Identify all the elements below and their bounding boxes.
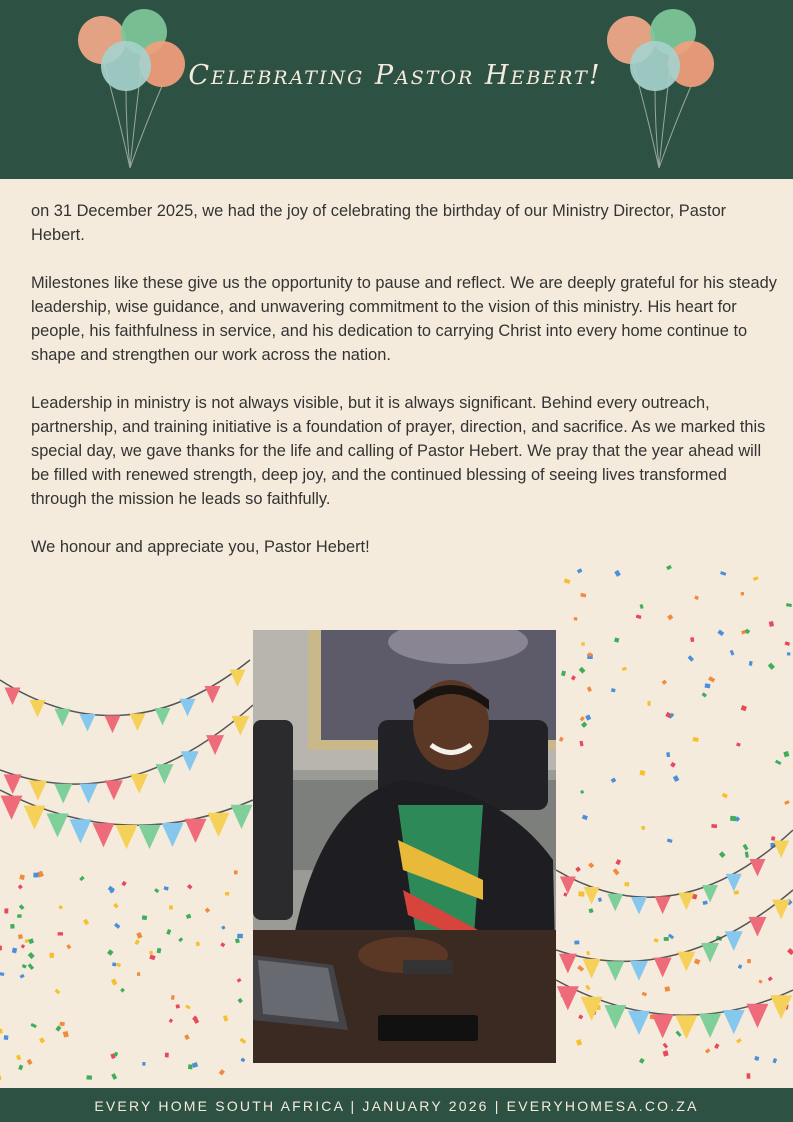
article-body — [31, 199, 781, 583]
paragraph-intro: on 31 December 2025, we had the joy of celebrating the birthday of our Ministry Director, Pastor Hebert. — [31, 202, 727, 244]
balloons-left-icon — [74, 8, 194, 173]
balloons-right-icon — [603, 8, 723, 173]
header-banner — [0, 0, 793, 179]
page-title: Celebrating Pastor Hebert! — [188, 60, 602, 91]
footer-bar — [0, 1085, 793, 1122]
paragraph-leadership: Leadership in ministry is not always visible, but it is always significant. Behind every outreach, partnership, and training initiative is a foundation of prayer, direction, and sacrifice. As we marked this special day, we gave thanks for the life and calling of Pastor Hebert. We pray that the year ahead will be filled with renewed strength, deep joy, and the continued blessing of seeing lives transformed through the mission he leads so faithfully. — [31, 394, 766, 508]
paragraph-closing: We honour and appreciate you, Pastor Hebert! — [31, 538, 370, 556]
bunting-left-decoration — [0, 640, 253, 1080]
bunting-right-decoration — [556, 560, 793, 1080]
pastor-photo — [253, 630, 556, 1063]
paragraph-milestones: Milestones like these give us the opportunity to pause and reflect. We are deeply grateful for his steady leadership, wise guidance, and unwavering commitment to the vision of this ministry. His heart for people, his faithfulness in service, and his dedication to carrying Christ into every home continue to shape and strengthen our work across the nation. — [31, 274, 777, 364]
footer-text: EVERY HOME SOUTH AFRICA | JANUARY 2026 | EVERYHOMESA.CO.ZA — [94, 1098, 699, 1114]
